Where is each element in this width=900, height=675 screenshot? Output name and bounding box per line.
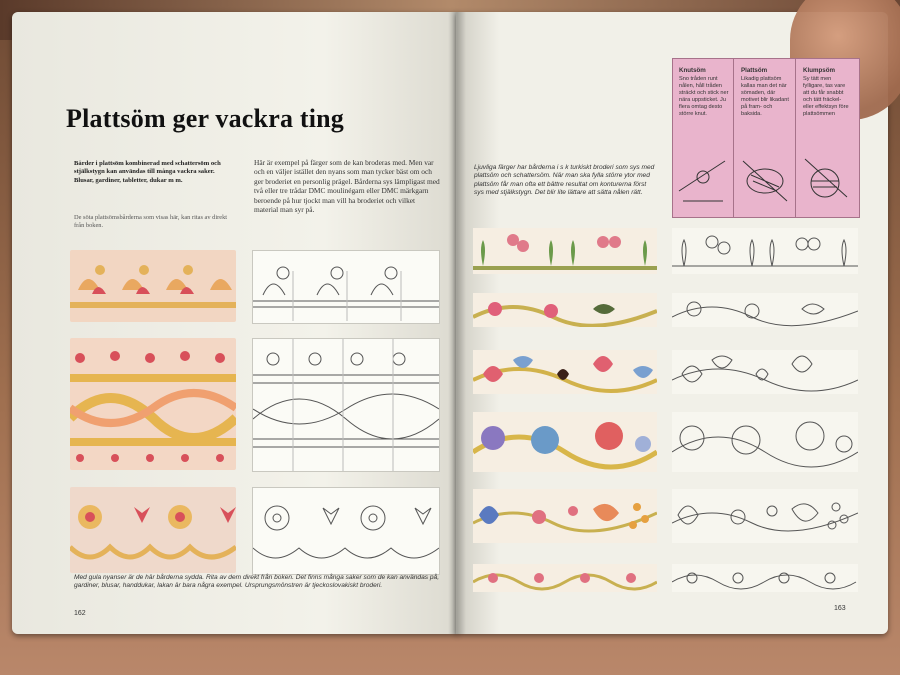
satin-stitch-icon bbox=[739, 151, 791, 207]
stitch-box-knutsom bbox=[673, 59, 734, 217]
small-caption: De söta plattsömsbårderna som visas här, kan ritas av direkt från boken. bbox=[74, 214, 228, 229]
embroidery-photo-3 bbox=[70, 487, 236, 573]
stitch-heading: Plattsöm bbox=[741, 67, 768, 74]
border-sketch-3 bbox=[672, 350, 858, 394]
embroidery-photo-2 bbox=[70, 338, 236, 470]
body-text: Här är exempel på färger som de kan broderas med. Men var och en väljer istället den nyans som man tycker bäst om och ger broderiet en personlig prägel. Bårderna sys lämpligast med två eller tre trådar DMC moulinégarn eller DMC märkgarn beroende på hur tjockt man vill ha broderiet och vilket material man syr på. bbox=[254, 158, 440, 215]
pattern-sketch-2 bbox=[252, 338, 440, 472]
border-photo-5 bbox=[473, 489, 657, 543]
stitch-text: Likadig plattsöm kallas man det när sömaden, där motivet blir likadant på fram- och baksida. bbox=[741, 76, 789, 117]
border-photo-2 bbox=[473, 293, 657, 327]
border-photo-6 bbox=[473, 564, 657, 592]
border-sketch-2 bbox=[672, 293, 858, 327]
border-photo-3 bbox=[473, 350, 657, 394]
page-title: Plattsöm ger vackra ting bbox=[66, 104, 344, 133]
padded-stitch-icon bbox=[801, 151, 853, 207]
needle-icon bbox=[677, 151, 729, 207]
right-caption: Ljuvliga färger har bårderna i s k turkiskt broderi som sys med plattsöm och schattersöm. När man ska fylla större ytor med plattsöm får man ofta ett bättre resultat om konturerna först sys med stjälkstygn. Det blir lite lättare att sätta nålen rätt. bbox=[474, 164, 655, 197]
border-sketch-4 bbox=[672, 412, 858, 472]
embroidery-photo-1 bbox=[70, 250, 236, 322]
stitch-heading: Klumpsöm bbox=[803, 67, 835, 74]
page-number-left: 162 bbox=[74, 610, 86, 617]
stitch-text: Sy tätt men fylligare, tas vare att du får snabbt och tätt fräckel- eller effektsyn före plattsömmen bbox=[803, 76, 849, 117]
stitch-heading: Knutsöm bbox=[679, 67, 706, 74]
stitch-box-plattsom bbox=[735, 59, 796, 217]
pattern-sketch-1 bbox=[252, 250, 440, 324]
book-spine bbox=[448, 12, 466, 634]
border-photo-4 bbox=[473, 412, 657, 472]
border-sketch-6 bbox=[672, 564, 858, 592]
stitch-text: Sno tråden runt nålen, håll tråden sträckt och stick ner nära uppsticket. Ju flera omtag desto större knut. bbox=[679, 76, 729, 117]
bottom-caption: Med gula nyanser är de här bårderna sydda. Rita av dem direkt från boken. Det finns många saker som de kan användas på, gardiner, blusar, handdukar, lakan är bara några exempel. Ursprungsmönstren är tjeckoslovakiskt broderi. bbox=[74, 574, 440, 590]
page-number-right: 163 bbox=[834, 605, 846, 612]
stitch-box-klumpsom bbox=[797, 59, 859, 217]
border-photo-1 bbox=[473, 228, 657, 274]
stitch-instruction-box bbox=[672, 58, 860, 218]
border-sketch-5 bbox=[672, 489, 858, 543]
border-sketch-1 bbox=[672, 228, 858, 274]
pattern-sketch-3 bbox=[252, 487, 440, 575]
intro-text: Bårder i plattsöm kombinerad med schattersöm och stjälkstygn kan användas till många vackra saker. Blusar, gardiner, tabletter, dukar m m. bbox=[74, 160, 221, 184]
